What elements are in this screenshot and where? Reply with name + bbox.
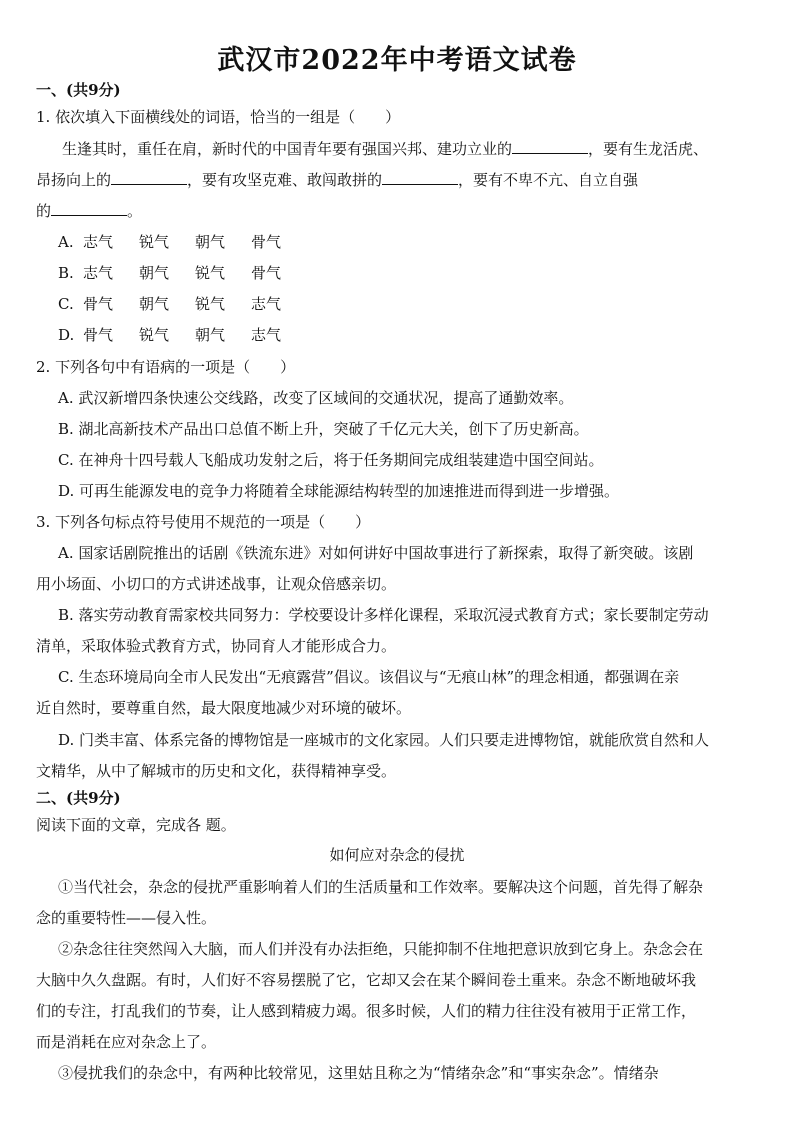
- q1-passage-text: ，要有不卑不亢、自立自强: [458, 171, 639, 189]
- q1-passage-text: 。: [127, 202, 143, 220]
- article-title: 如何应对杂念的侵扰: [329, 846, 465, 864]
- q1-option-c[interactable]: C. 骨气 朝气 锐气 志气: [58, 295, 282, 313]
- article-paragraph-1: ①当代社会，杂念的侵扰严重影响着人们的生活质量和工作效率。要解决这个问题，首先得了解杂: [58, 878, 704, 896]
- q2-option-a[interactable]: A. 武汉新增四条快速公交线路，改变了区域间的交通状况，提高了通勤效率。: [58, 389, 574, 407]
- q1-option-b[interactable]: B. 志气 朝气 锐气 骨气: [58, 264, 282, 282]
- q1-blank-4: [51, 201, 127, 216]
- q3-option-a-line1[interactable]: A. 国家话剧院推出的话剧《铁流东进》对如何讲好中国故事进行了新探索，取得了新突破。该剧: [58, 544, 694, 562]
- q2-option-d[interactable]: D. 可再生能源发电的竞争力将随着全球能源结构转型的加速推进而得到进一步增强。: [58, 482, 620, 500]
- q1-passage-text: ，要有生龙活虎、: [588, 140, 709, 158]
- article-paragraph-2-cont: 们的专注，打乱我们的节奏，让人感到精疲力竭。很多时候，人们的精力往往没有被用于正常工作，: [36, 1002, 697, 1020]
- article-paragraph-1-cont: 念的重要特性——侵入性。: [36, 909, 217, 927]
- q2-option-b[interactable]: B. 湖北高新技术产品出口总值不断上升，突破了千亿元大关，创下了历史新高。: [58, 420, 589, 438]
- q1-blank-1: [512, 139, 588, 154]
- q1-stem: 1. 依次填入下面横线处的词语，恰当的一组是（ ）: [36, 108, 401, 126]
- q1-passage-text: ，要有攻坚克难、敢闯敢拼的: [187, 171, 383, 189]
- q3-option-c-line1[interactable]: C. 生态环境局向全市人民发出“无痕露营”倡议。该倡议与“无痕山林”的理念相通，都强调在亲: [58, 668, 680, 686]
- section2-instruction: 阅读下面的文章，完成各 题。: [36, 816, 236, 834]
- article-paragraph-2-cont: 而是消耗在应对杂念上了。: [36, 1033, 217, 1051]
- article-paragraph-2-cont: 大脑中久久盘踞。有时，人们好不容易摆脱了它，它却又会在某个瞬间卷土重来。杂念不断地破坏我: [36, 971, 697, 989]
- q1-passage-text: 的: [36, 202, 52, 220]
- q3-stem: 3. 下列各句标点符号使用不规范的一项是（ ）: [36, 513, 371, 531]
- q1-passage-text: 昂扬向上的: [36, 171, 112, 189]
- q1-blank-2: [111, 170, 187, 185]
- section2-heading: 二、(共9分): [36, 789, 121, 807]
- section1-heading: 一、(共9分): [36, 81, 121, 99]
- q3-option-d-line2[interactable]: 文精华，从中了解城市的历史和文化，获得精神享受。: [36, 762, 397, 780]
- q1-blank-3: [382, 170, 458, 185]
- q1-passage-line2: [36, 170, 758, 190]
- q1-passage-text: 生逢其时，重任在肩，新时代的中国青年要有强国兴邦、建功立业的: [62, 140, 513, 158]
- q2-stem: 2. 下列各句中有语病的一项是（ ）: [36, 358, 296, 376]
- q1-option-d[interactable]: D. 骨气 锐气 朝气 志气: [58, 326, 282, 344]
- exam-title: 武汉市2022年中考语文试卷: [217, 45, 577, 76]
- article-paragraph-3: ③侵扰我们的杂念中，有两种比较常见，这里姑且称之为“情绪杂念”和“事实杂念”。情绪杂: [58, 1064, 659, 1082]
- q3-option-b-line1[interactable]: B. 落实劳动教育需家校共同努力：学校要设计多样化课程，采取沉浸式教育方式；家长要制定劳动: [58, 606, 709, 624]
- q3-option-c-line2[interactable]: 近自然时，要尊重自然，最大限度地减少对环境的破坏。: [36, 699, 412, 717]
- q1-passage-line1: [62, 139, 758, 159]
- article-paragraph-2: ②杂念往往突然闯入大脑，而人们并没有办法拒绝，只能抑制不住地把意识放到它身上。杂念会在: [58, 940, 704, 958]
- q1-option-a[interactable]: A. 志气 锐气 朝气 骨气: [58, 233, 282, 251]
- q3-option-b-line2[interactable]: 清单，采取体验式教育方式，协同育人才能形成合力。: [36, 637, 397, 655]
- q3-option-a-line2[interactable]: 用小场面、小切口的方式讲述战事，让观众倍感亲切。: [36, 575, 397, 593]
- q2-option-c[interactable]: C. 在神舟十四号载人飞船成功发射之后，将于任务期间完成组装建造中国空间站。: [58, 451, 604, 469]
- q1-passage-line3: [36, 201, 758, 221]
- q3-option-d-line1[interactable]: D. 门类丰富、体系完备的博物馆是一座城市的文化家园。人们只要走进博物馆，就能欣赏自然和人: [58, 731, 710, 749]
